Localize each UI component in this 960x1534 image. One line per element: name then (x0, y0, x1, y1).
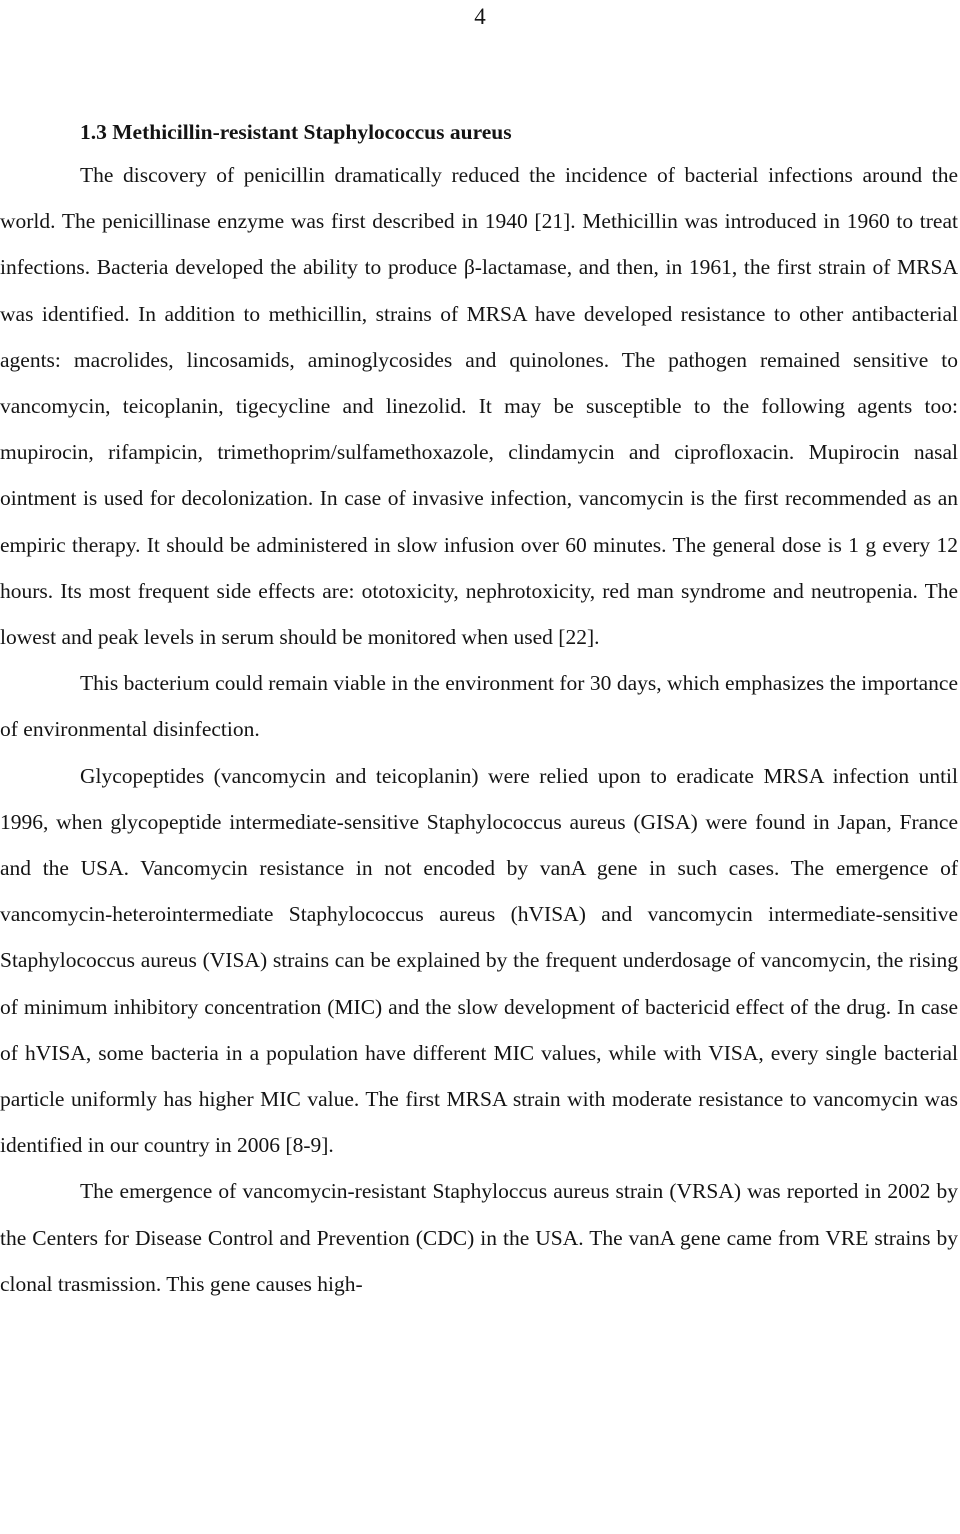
page-number: 4 (474, 4, 486, 29)
document-body (0, 112, 958, 1307)
paragraph-vrsa: The emergence of vancomycin-resistant Staphyloccus aureus strain (VRSA) was reported in 2002 by the Centers for Disease Control and Prevention (CDC) in the USA. The vanA gene came from VRE strains by clonal trasmission. This gene causes high- (0, 1179, 958, 1296)
paragraph-environmental-viability: This bacterium could remain viable in the environment for 30 days, which emphasizes the importance of environmental disinfection. (0, 671, 958, 742)
paragraph-mrsa-history: The discovery of penicillin dramatically reduced the incidence of bacterial infections around the world. The penicillinase enzyme was first described in 1940 [21]. Methicillin was introduced in 1960 to treat infections. Bacteria developed the ability to produce β-lactamase, and then, in 1961, the first strain of MRSA was identified. In addition to methicillin, strains of MRSA have developed resistance to other antibacterial agents: macrolides, lincosamids, aminoglycosides and quinolones. The pathogen remained sensitive to vancomycin, teicoplanin, tigecycline and linezolid. It may be susceptible to the following agents too: mupirocin, rifampicin, trimethoprim/sulfamethoxazole, clindamycin and ciprofloxacin. Mupirocin nasal ointment is used for decolonization. In case of invasive infection, vancomycin is the first recommended as an empiric therapy. It should be administered in slow infusion over 60 minutes. The general dose is 1 g every 12 hours. Its most frequent side effects are: ototoxicity, nephrotoxicity, red man syndrome and neutropenia. The lowest and peak levels in serum should be monitored when used [22]. (0, 163, 958, 650)
paragraph-glycopeptides: Glycopeptides (vancomycin and teicoplanin) were relied upon to eradicate MRSA infection until 1996, when glycopeptide intermediate-sensitive Staphylococcus aureus (GISA) were found in Japan, France and the USA. Vancomycin resistance in not encoded by vanA gene in such cases. The emergence of vancomycin-heterointermediate Staphylococcus aureus (hVISA) and vancomycin intermediate-sensitive Staphylococcus aureus (VISA) strains can be explained by the frequent underdosage of vancomycin, the rising of minimum inhibitory concentration (MIC) and the slow development of bactericid effect of the drug. In case of hVISA, some bacteria in a population have different MIC values, while with VISA, every single bacterial particle uniformly has higher MIC value. The first MRSA strain with moderate resistance to vancomycin was identified in our country in 2006 [8-9]. (0, 763, 958, 1158)
section-heading: 1.3 Methicillin-resistant Staphylococcus aureus (80, 120, 512, 144)
